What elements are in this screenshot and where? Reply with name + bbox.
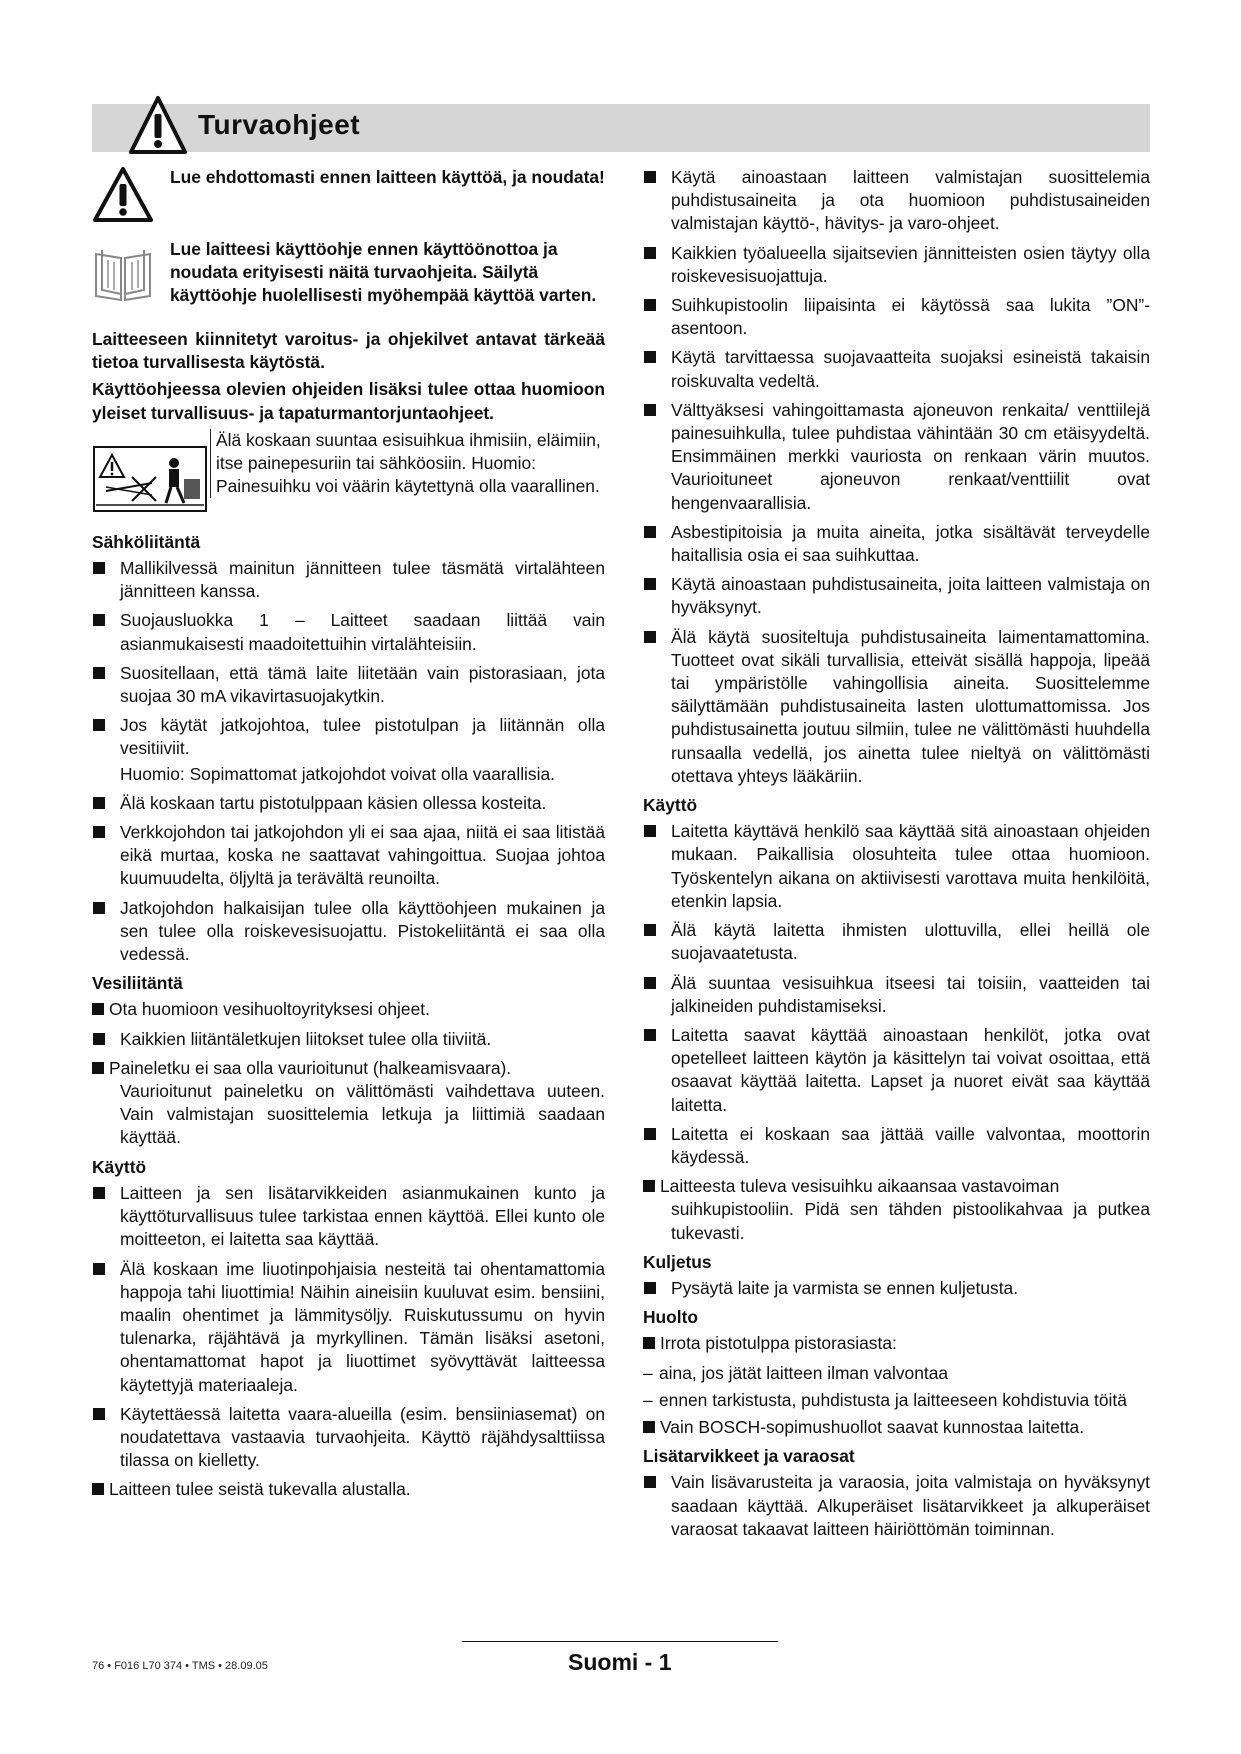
bullet-square-icon [93, 562, 105, 574]
left-column [92, 166, 605, 1508]
list-item: Suojausluokka 1 – Laitteet saadaan liittää vain asianmukaisesti maadoitettuihin virtalähteisiin. [92, 609, 605, 655]
list-item: Suositellaan, että tämä laite liitetään vain pistorasiaan, jota suojaa 30 mA vikavirtasuojakytkin. [92, 662, 605, 708]
right-column [643, 166, 1150, 1547]
list-item: Laitteen ja sen lisätarvikkeiden asianmukainen kunto ja käyttöturvallisuus tulee tarkistaa ennen käyttöä. Ellei kunto ole moitteeton, ei laitetta saa käyttää. [92, 1182, 605, 1252]
dash-item: – ennen tarkistusta, puhdistusta ja laitteeseen kohdistuvia töitä [643, 1389, 1127, 1410]
section-heading-accessories: Lisätarvikkeet ja varaosat [643, 1446, 855, 1467]
section-heading-service: Huolto [643, 1307, 699, 1328]
list-item: Laitteen tulee seistä tukevalla alustalla. [92, 1478, 605, 1501]
list-item: Laitetta ei koskaan saa jättää vaille valvontaa, moottorin käydessä. [643, 1123, 1150, 1169]
intro-read-first [92, 166, 605, 228]
bullet-square-icon [644, 299, 656, 311]
list-item: Välttyäksesi vahingoittamasta ajoneuvon renkaita/ venttiilejä painesuihkulla, tulee puhdistaa vähintään 30 cm etäisyydeltä. Ensimmäinen merkki vauriosta on renkaan värin muutos. Vaurioituneet ajoneuvon renkaat/venttiilit ovat hengenvaarallisia. [643, 399, 1150, 515]
list-item: Kaikkien liitäntäletkujen liitokset tulee olla tiiviitä. [92, 1028, 605, 1051]
list-item: Paineletku ei saa olla vaurioitunut (halkeamisvaara). [92, 1057, 605, 1080]
list-item: Laitteesta tuleva vesisuihku aikaansaa vastavoiman [643, 1175, 1150, 1198]
bullet-square-icon [92, 1003, 104, 1015]
bullet-square-icon [93, 826, 105, 838]
bullet-square-icon [93, 1263, 105, 1275]
list-item: Vain BOSCH-sopimushuollot saavat kunnostaa laitetta. [643, 1416, 1150, 1439]
bullet-square-icon [643, 1180, 655, 1192]
intro-read-first-text: Lue ehdottomasti ennen laitteen käyttöä, ja noudata! [170, 167, 605, 187]
list-item: Asbestipitoisia ja muita aineita, jotka sisältävät terveydelle haitallisia osia ei saa suihkuttaa. [643, 521, 1150, 567]
open-book-icon [92, 244, 154, 304]
bullet-square-icon [644, 1476, 656, 1488]
bullet-square-icon [93, 902, 105, 914]
list-item: Käytettäessä laitetta vaara-alueilla (esim. bensiiniasemat) on noudatettava vastaavia turvaohjeita. Käyttö räjähdysalttiissa tilassa on kielletty. [92, 1403, 605, 1473]
warning-labels-paragraph: Laitteeseen kiinnitetyt varoitus- ja ohjekilvet antavat tärkeää tietoa turvallisesta käytöstä. [92, 329, 605, 373]
section-heading-use: Käyttö [643, 795, 698, 816]
section-heading-water: Vesiliitäntä [92, 973, 183, 994]
footer-doc-code: 76 • F016 L70 374 • TMS • 28.09.05 [92, 1660, 268, 1672]
list-item: Älä suuntaa vesisuihkua itseesi tai toisiin, vaatteiden tai jalkineiden puhdistamiseksi. [643, 972, 1150, 1018]
list-item: Jatkojohdon halkaisijan tulee olla käyttöohjeen mukainen ja sen tulee olla roiskevesisuojattu. Pistokeliitäntä ei saa olla vedessä. [92, 897, 605, 967]
section-heading-use: Käyttö [92, 1156, 147, 1177]
list-item: Käytä ainoastaan puhdistusaineita, joita laitteen valmistaja on hyväksynyt. [643, 573, 1150, 619]
bullet-square-icon [644, 1128, 656, 1140]
list-item: Vain lisävarusteita ja varaosia, joita valmistaja on hyväksynyt saadaan käyttää. Alkuperäiset lisätarvikkeet ja alkuperäiset varaosat takaavat laitteen häiriöttömän toiminnan. [643, 1471, 1150, 1541]
bullet-square-icon [644, 1282, 656, 1294]
bullet-square-icon [92, 1062, 104, 1074]
bullet-square-icon [93, 797, 105, 809]
list-item: Älä käytä suositeltuja puhdistusaineita laimentamattomina. Tuotteet ovat sikäli turvallisia, etteivät sisällä happoja, lipeää tai ympäristölle vahingollisia aineita. Suosittelemme säilyttämään puhdistusaineita lasten ulottumattomissa. Jos puhdistusainetta joutuu silmiin, tulee ne välittömästi huuhdella runsaalla vedellä, jos ainetta tulee nieltyä on välittömästi otettava yhteys lääkäriin. [643, 626, 1150, 788]
section-heading-electrical: Sähköliitäntä [92, 531, 201, 552]
list-item: Käytä tarvittaessa suojavaatteita suojaksi esineistä takaisin roiskuvalta vedeltä. [643, 346, 1150, 392]
list-item: Jos käytät jatkojohtoa, tulee pistotulpan ja liitännän olla vesitiiviit. [92, 714, 605, 760]
bullet-square-icon [93, 667, 105, 679]
list-item: Laitetta saavat käyttää ainoastaan henkilöt, jotka ovat opetelleet laitteen käytön ja käsittelyn tai voivat osoittaa, että osaavat käyttää laitetta. Lapset ja nuoret eivät saa käyttää laitetta. [643, 1024, 1150, 1117]
bullet-square-icon [644, 351, 656, 363]
bullet-square-icon [93, 719, 105, 731]
list-item: Laitetta käyttävä henkilö saa käyttää sitä ainoastaan ohjeiden mukaan. Paikallisia olosuhteita tulee ottaa huomioon. Työskentelyn aikana on aktiivisesti varottava muita henkilöitä, etenkin lapsia. [643, 820, 1150, 913]
spray-warning-block [92, 429, 605, 529]
list-item: Älä käytä laitetta ihmisten ulottuvilla, ellei heillä ole suojavaatetusta. [643, 919, 1150, 965]
spray-hazard-pictogram-icon [92, 445, 208, 513]
list-item: Kaikkien työalueella sijaitsevien jännitteisten osien täytyy olla roiskevesisuojattuja. [643, 242, 1150, 288]
bullet-square-icon [644, 924, 656, 936]
intro-manual [92, 238, 605, 324]
bullet-square-icon [644, 1029, 656, 1041]
warning-triangle-icon [92, 166, 154, 224]
bullet-square-icon [644, 977, 656, 989]
extension-cord-note: Huomio: Sopimattomat jatkojohdot voivat olla vaarallisia. [120, 763, 555, 784]
page-title: Turvaohjeet [198, 109, 361, 140]
section-heading-transport: Kuljetus [643, 1251, 712, 1272]
list-item: Ota huomioon vesihuoltoyrityksesi ohjeet. [92, 998, 605, 1021]
footer-rule [462, 1641, 778, 1642]
list-item: Käytä ainoastaan laitteen valmistajan suosittelemia puhdistusaineita ja ota huomioon puhdistusaineiden valmistajan käyttö-, hävitys- ja varo-ohjeet. [643, 166, 1150, 236]
list-item: Verkkojohdon tai jatkojohdon yli ei saa ajaa, niitä ei saa litistää eikä murtaa, koska ne saattavat vahingoittua. Suojaa johtoa kuumuudelta, öljyltä ja terävältä reunoilta. [92, 821, 605, 891]
bullet-square-icon [644, 171, 656, 183]
general-safety-paragraph: Käyttöohjeessa olevien ohjeiden lisäksi tulee ottaa huomioon yleiset turvallisuus- ja tapaturmantorjuntaohjeet. [92, 379, 605, 423]
bullet-square-icon [644, 404, 656, 416]
bullet-square-icon [92, 1483, 104, 1495]
damaged-hose-note: Vaurioitunut paineletku on välittömästi vaihdettava uuteen. Vain valmistajan suosittelemia letkuja ja liittimiä saadaan käyttää. [120, 1081, 605, 1148]
footer-page-label: Suomi - 1 [568, 1649, 672, 1675]
bullet-square-icon [93, 1187, 105, 1199]
list-item: Suihkupistoolin liipaisinta ei käytössä saa lukita ”ON”-asentoon. [643, 294, 1150, 340]
dash-item: – aina, jos jätät laitteen ilman valvontaa [643, 1362, 949, 1383]
recoil-note: suihkupistooliin. Pidä sen tähden pistoolikahvaa ja putkea tukevasti. [671, 1199, 1150, 1243]
bullet-square-icon [644, 247, 656, 259]
spray-warning-text: Älä koskaan suuntaa esisuihkua ihmisiin, eläimiin, itse painepesuriin tai sähköosiin. Huomio: Painesuihku voi väärin käytettynä olla vaarallinen. [210, 429, 605, 499]
bullet-square-icon [93, 1033, 105, 1045]
bullet-square-icon [93, 1408, 105, 1420]
bullet-square-icon [643, 1337, 655, 1349]
intro-manual-text: Lue laitteesi käyttöohje ennen käyttöönottoa ja noudata erityisesti näitä turvaohjeita. Säilytä käyttöohje huolellisesti myöhempää käyttöä varten. [170, 239, 597, 306]
list-item: Irrota pistotulppa pistorasiasta: [643, 1332, 1150, 1355]
bullet-square-icon [643, 1421, 655, 1433]
list-item: Älä koskaan tartu pistotulppaan käsien ollessa kosteita. [92, 792, 605, 815]
bullet-square-icon [644, 825, 656, 837]
bullet-square-icon [644, 578, 656, 590]
warning-triangle-icon [128, 94, 188, 158]
list-item: Pysäytä laite ja varmista se ennen kuljetusta. [643, 1277, 1150, 1300]
list-item: Mallikilvessä mainitun jännitteen tulee täsmätä virtalähteen jännitteen kanssa. [92, 557, 605, 603]
bullet-square-icon [644, 526, 656, 538]
bullet-square-icon [93, 614, 105, 626]
list-item: Älä koskaan ime liuotinpohjaisia nesteitä tai ohentamattomia happoja tahi liuottimia! Näihin aineisiin kuuluvat esim. bensiini, maalin ohentimet ja lämmitysöljy. Ruiskutussumu on hyvin tulenarka, räjähtävä ja myrkyllinen. Tämän lisäksi asetoni, ohentamattomat hapot ja liuottimet syövyttävät laitteessa käytettyjä materiaaleja. [92, 1258, 605, 1397]
bullet-square-icon [644, 631, 656, 643]
